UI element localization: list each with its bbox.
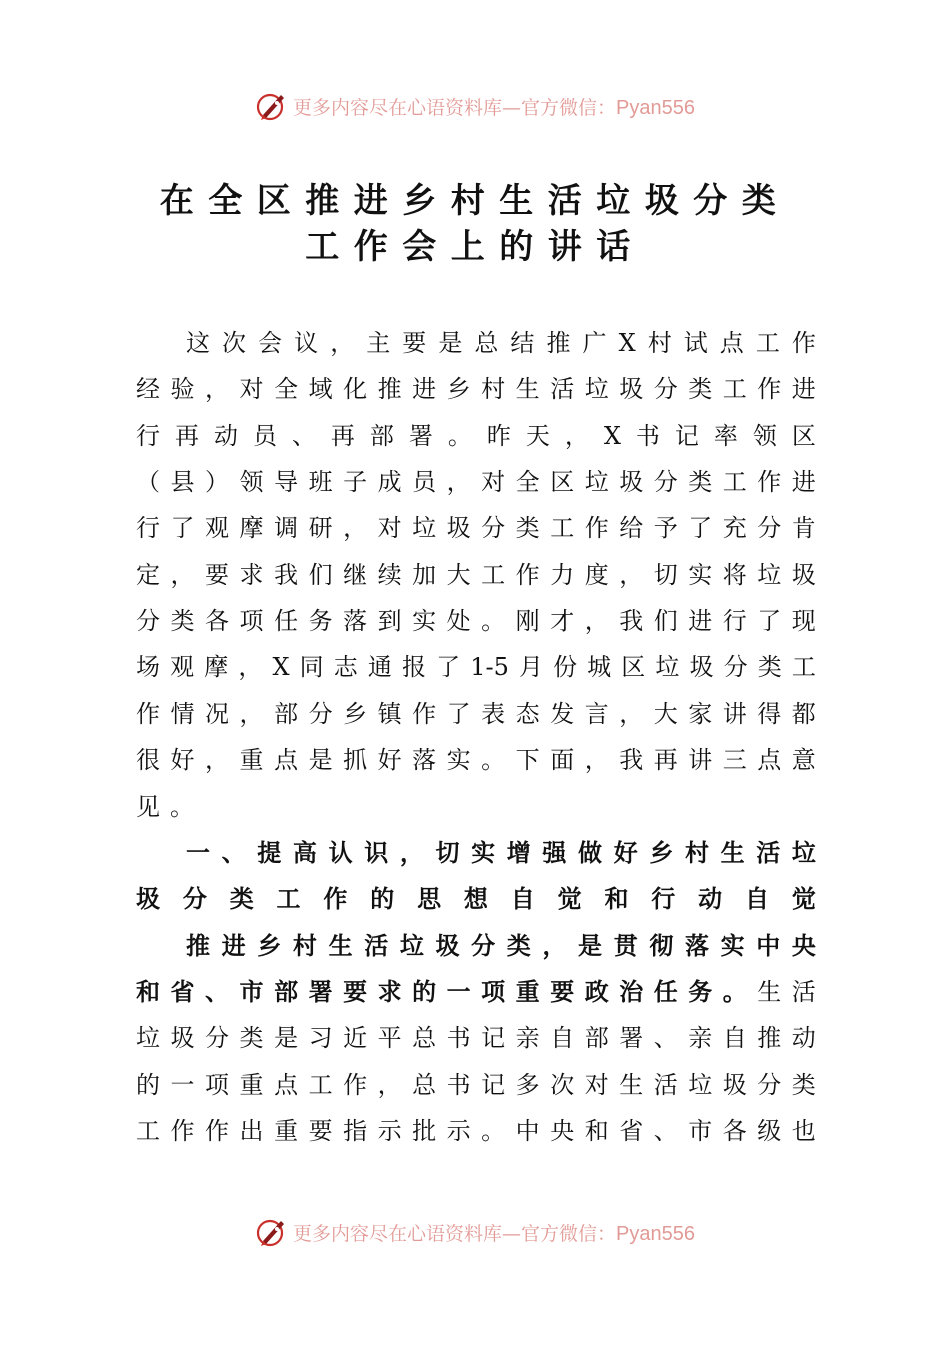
document-title-line-2: 工作会上的讲话 [305, 227, 645, 267]
body-line: 和 省 、 市 部 署 要 求 的 一 项 重 要 政 治 任 务 。 生 活 [136, 976, 816, 1006]
body-line: 见 。 [136, 792, 194, 821]
body-line: 场 观 摩 ， X 同 志 通 报 了 1-5 月 份 城 区 垃 圾 分 类 工 [136, 653, 816, 682]
body-line: 圾 分 类 工 作 的 思 想 自 觉 和 行 动 自 觉 [136, 885, 816, 914]
body-line: 很 好 ， 重 点 是 抓 好 落 实 。 下 面 ， 我 再 讲 三 点 意 [136, 746, 816, 775]
pen-logo-icon [255, 89, 289, 123]
body-line: （ 县 ） 领 导 班 子 成 员 ， 对 全 区 垃 圾 分 类 工 作 进 [136, 468, 816, 497]
watermark-footer [0, 1212, 950, 1252]
body-line: 这 次 会 议 ， 主 要 是 总 结 推 广 X 村 试 点 工 作 [186, 329, 816, 357]
body-line: 的 一 项 重 点 工 作 ， 总 书 记 多 次 对 生 活 垃 圾 分 类 [136, 1070, 816, 1099]
body-line: 推 进 乡 村 生 活 垃 圾 分 类 ， 是 贯 彻 落 实 中 央 [186, 930, 816, 960]
body-line: 一 、 提 高 认 识 ， 切 实 增 强 做 好 乡 村 生 活 垃 [186, 838, 816, 867]
watermark-text: 更多内容尽在心语资料库—官方微信：Pyan556 [293, 96, 695, 119]
body-line: 作 情 况 ， 部 分 乡 镇 作 了 表 态 发 言 ， 大 家 讲 得 都 [136, 699, 816, 728]
body-line: 定 ， 要 求 我 们 继 续 加 大 工 作 力 度 ， 切 实 将 垃 圾 [136, 560, 816, 589]
pen-logo-icon [255, 1215, 289, 1249]
body-line: 经 验 ， 对 全 域 化 推 进 乡 村 生 活 垃 圾 分 类 工 作 进 [136, 375, 816, 404]
body-line: 工 作 作 出 重 要 指 示 批 示 。 中 央 和 省 、 市 各 级 也 [136, 1116, 816, 1145]
watermark-header [0, 86, 950, 126]
body-line: 垃 圾 分 类 是 习 近 平 总 书 记 亲 自 部 署 、 亲 自 推 动 [136, 1024, 816, 1053]
body-line: 行 再 动 员 、 再 部 署 。 昨 天 ， X 书 记 率 领 区 [136, 421, 816, 450]
watermark-text: 更多内容尽在心语资料库—官方微信：Pyan556 [293, 1222, 695, 1245]
document-title-line-1: 在全区推进乡村生活垃圾分类 [159, 181, 791, 221]
body-line: 分 类 各 项 任 务 落 到 实 处 。 刚 才 ， 我 们 进 行 了 现 [136, 607, 816, 636]
body-line: 行 了 观 摩 调 研 ， 对 垃 圾 分 类 工 作 给 予 了 充 分 肯 [136, 514, 816, 543]
